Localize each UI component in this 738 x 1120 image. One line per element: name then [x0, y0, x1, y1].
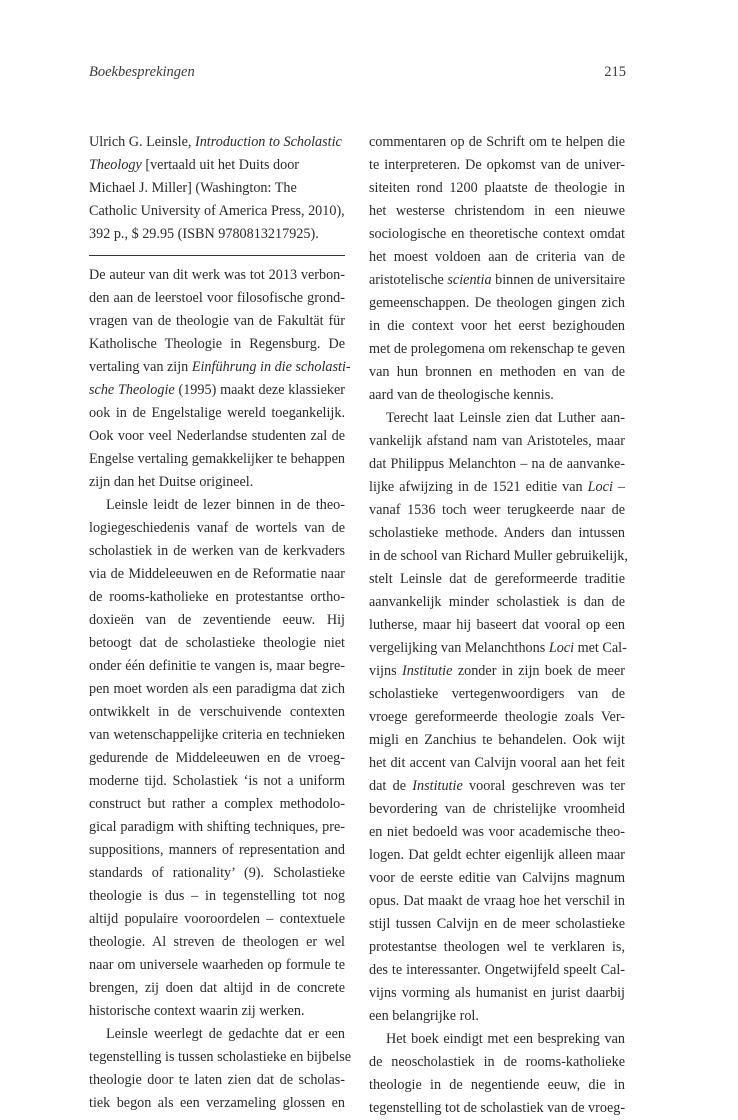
text-line — [369, 499, 625, 522]
text-segment: gemeenschappen. De theologen gingen zich — [369, 295, 625, 311]
text-segment: het moest voldoen aan de criteria van de — [369, 249, 625, 265]
text-segment: van hun bronnen en methoden en van de — [369, 364, 625, 380]
text-line — [89, 862, 345, 885]
text-segment: onder één definitie te vangen is, maar begre- — [89, 658, 345, 674]
text-line — [369, 614, 625, 637]
citation-text: Catholic University of America Press, 2010), — [89, 203, 345, 219]
text-segment: voor de eerste editie van Calvijns magnum — [369, 870, 625, 886]
citation-line — [89, 200, 345, 223]
italic-term: sche Theologie — [89, 382, 175, 398]
paragraph — [369, 1028, 625, 1120]
text-line — [369, 292, 625, 315]
left-column-body — [89, 264, 352, 1115]
text-segment: een belangrijke rol. — [369, 1008, 479, 1024]
text-line — [89, 1023, 345, 1046]
text-line — [89, 1069, 345, 1092]
citation-text: 392 p., $ 29.95 (ISBN 9780813217925). — [89, 226, 319, 242]
text-line — [369, 1074, 625, 1097]
text-segment: ontwikkelt in de verschuivende contexten — [89, 704, 345, 720]
text-segment: Leinsle leidt de lezer binnen in de theo- — [106, 497, 345, 513]
text-segment: het dit accent van Calvijn vooral aan het feit — [369, 755, 625, 771]
text-line — [369, 1097, 625, 1120]
italic-term: Institutie — [412, 778, 463, 794]
text-segment: scholastieke vertegenwoordigers van de — [369, 686, 625, 702]
text-line — [369, 959, 625, 982]
left-column — [89, 131, 352, 1115]
text-line — [369, 890, 625, 913]
citation-line — [89, 154, 345, 177]
text-segment: theologie door te laten zien dat de scholas- — [89, 1072, 345, 1088]
paragraph — [89, 494, 345, 1023]
text-line — [89, 793, 345, 816]
text-line — [89, 885, 345, 908]
text-line — [369, 844, 625, 867]
text-segment: theologie in de negentiende eeuw, die in — [369, 1077, 625, 1093]
text-line — [369, 131, 625, 154]
text-line — [89, 287, 345, 310]
text-segment: De auteur van dit werk was tot 2013 verbon- — [89, 267, 345, 283]
text-segment: commentaren op de Schrift om te helpen die — [369, 134, 625, 150]
text-line — [89, 931, 345, 954]
paragraph — [89, 1023, 352, 1115]
book-citation — [89, 131, 345, 256]
text-line — [89, 954, 345, 977]
right-column-body — [369, 131, 628, 1120]
text-segment: aanvankelijk minder scholastiek is dan de — [369, 594, 625, 610]
text-segment: het westerse christendom in een nieuwe — [369, 203, 625, 219]
text-line — [89, 310, 345, 333]
text-line — [369, 1005, 625, 1028]
text-segment: gical paradigm with shifting techniques, pre- — [89, 819, 345, 835]
text-line — [89, 632, 345, 655]
citation-line — [89, 177, 345, 200]
text-segment: vijns — [369, 663, 402, 679]
text-line — [369, 1028, 625, 1051]
text-segment: tegenstelling tot de scholastiek van de vroeg- — [369, 1100, 626, 1116]
text-segment: vanaf 1536 toch weer terugkeerde naar de — [369, 502, 625, 518]
text-line — [369, 591, 625, 614]
text-line — [89, 563, 345, 586]
text-line — [89, 1000, 345, 1023]
italic-term: Loci — [548, 640, 575, 656]
text-line — [89, 655, 345, 678]
text-segment: met de prolegomena om rekenschap te geven — [369, 341, 626, 357]
text-line — [369, 384, 625, 407]
text-segment: vragen van de theologie van de Fakultät für — [89, 313, 345, 329]
text-segment: tiek begon als een verzameling glossen en — [89, 1095, 345, 1111]
text-segment: van wetenschappelijke criteria en technieken — [89, 727, 345, 743]
text-line — [89, 540, 345, 563]
text-segment: dat de — [369, 778, 413, 794]
text-segment: (1995) maakt deze klassieker — [174, 382, 345, 398]
text-segment: pen moet worden als een paradigma dat zich — [89, 681, 345, 697]
text-line — [89, 678, 345, 701]
text-line — [369, 154, 625, 177]
citation-line — [89, 223, 345, 246]
text-line — [369, 200, 625, 223]
text-segment: met Cal- — [574, 640, 627, 656]
text-segment: scholastieke methode. Anders dan intussen — [369, 525, 625, 541]
text-segment: – — [612, 479, 626, 495]
right-column — [369, 131, 628, 1120]
text-segment: in de school van Richard Muller gebruikelijk, — [369, 548, 628, 564]
text-segment: tegenstelling is tussen scholastieke en bijbelse — [89, 1049, 352, 1065]
italic-term: Einführung in die scholasti- — [191, 359, 351, 375]
text-line — [369, 683, 625, 706]
text-segment: vijns vorming als humanist en jurist daarbij — [369, 985, 625, 1001]
text-line — [89, 356, 351, 379]
text-segment: siteiten rond 1200 plaatste de theologie in — [369, 180, 625, 196]
text-segment: suppositions, manners of representation and — [89, 842, 345, 858]
text-segment: ook in de Engelstalige wereld toegankelijk. — [89, 405, 345, 421]
text-line — [369, 338, 625, 361]
text-line — [89, 701, 345, 724]
text-segment: zijn dan het Duitse origineel. — [89, 474, 254, 490]
page-number: 215 — [604, 64, 626, 80]
text-segment: doxieën van de zeventiende eeuw. Hij — [89, 612, 345, 628]
text-segment: bevordering van de christelijke vroomheid — [369, 801, 625, 817]
text-line — [89, 425, 345, 448]
text-line — [369, 269, 625, 292]
text-segment: in die context voor het eerst bezighouden — [369, 318, 625, 334]
text-segment: logiegeschiedenis vanaf de wortels van de — [89, 520, 345, 536]
text-segment: moderne tijd. Scholastiek ‘is not a uniform — [89, 773, 345, 789]
text-segment: migli en Zanchius te behandelen. Ook wijt — [369, 732, 625, 748]
text-segment: stijl tussen Calvijn en de meer scholastieke — [369, 916, 625, 932]
text-line — [89, 609, 345, 632]
text-segment: altijd populaire vooroordelen – contextuele — [89, 911, 345, 927]
text-segment: opus. Dat maakt de vraag hoe het verschil in — [369, 893, 625, 909]
paragraph — [369, 131, 625, 407]
text-line — [369, 1051, 625, 1074]
text-segment: lijke afwijzing in de 1521 editie van — [369, 479, 588, 495]
text-line — [369, 453, 625, 476]
text-segment: dat Philippus Melanchton – na de aanvanke- — [369, 456, 625, 472]
text-segment: de rooms-katholieke en protestantse ortho- — [89, 589, 345, 605]
text-segment: vooral geschreven was ter — [462, 778, 625, 794]
citation-text: Michael J. Miller] (Washington: The — [89, 180, 297, 196]
text-line — [89, 724, 345, 747]
text-line — [369, 706, 625, 729]
text-segment: aard van de theologische kennis. — [369, 387, 554, 403]
text-line — [369, 637, 625, 660]
text-segment: Ook voor veel Nederlandse studenten zal de — [89, 428, 345, 444]
text-line — [89, 770, 345, 793]
text-segment: historische context waarin zij werken. — [89, 1003, 305, 1019]
text-line — [89, 448, 345, 471]
text-line — [369, 476, 625, 499]
text-line — [89, 494, 345, 517]
text-line — [369, 936, 625, 959]
text-line — [369, 798, 625, 821]
text-segment: construct but rather a complex methodolo- — [89, 796, 345, 812]
paragraph — [369, 407, 628, 1028]
text-segment: stelt Leinsle dat de gereformeerde traditie — [369, 571, 625, 587]
text-segment: gedurende de Middeleeuwen en de vroeg- — [89, 750, 345, 766]
italic-term: Loci — [587, 479, 613, 495]
text-segment: Leinsle weerlegt de gedachte dat er een — [106, 1026, 345, 1042]
citation-line — [89, 131, 345, 154]
text-line — [89, 333, 345, 356]
italic-term: scientia — [447, 272, 492, 288]
paragraph — [89, 264, 351, 494]
text-segment: Het boek eindigt met een bespreking van — [386, 1031, 625, 1047]
text-line — [369, 821, 625, 844]
text-line — [89, 839, 345, 862]
text-line — [89, 379, 345, 402]
text-segment: vergelijking van Melanchthons — [369, 640, 549, 656]
text-line — [89, 747, 345, 770]
text-segment: vankelijk afstand nam van Aristoteles, maar — [369, 433, 625, 449]
text-line — [369, 223, 625, 246]
italic-term: Institutie — [401, 663, 453, 679]
text-line — [89, 402, 345, 425]
text-line — [369, 315, 625, 338]
text-segment: des te interessanter. Ongetwijfeld speelt Cal- — [369, 962, 625, 978]
text-line — [369, 430, 625, 453]
citation-text: [vertaald uit het Duits door — [141, 157, 300, 173]
text-segment: zonder in zijn boek de meer — [452, 663, 626, 679]
text-line — [369, 361, 625, 384]
text-segment: naar om universele waarheden op formule te — [89, 957, 345, 973]
text-segment: binnen de universitaire — [491, 272, 626, 288]
text-segment: scholastiek in de werken van de kerkvaders — [89, 543, 345, 559]
text-line — [89, 908, 345, 931]
citation-title: Theology — [89, 157, 142, 173]
text-segment: betoogt dat de scholastieke theologie niet — [89, 635, 345, 651]
text-line — [89, 264, 345, 287]
text-line — [89, 586, 345, 609]
text-line — [369, 568, 625, 591]
text-segment: via de Middeleeuwen en de Reformatie naar — [89, 566, 345, 582]
text-line — [89, 977, 345, 1000]
citation-title: Introduction to Scholastic — [194, 134, 342, 150]
text-segment: Terecht laat Leinsle zien dat Luther aan- — [386, 410, 625, 426]
text-segment: theologie is dus – in tegenstelling tot nog — [89, 888, 345, 904]
text-line — [369, 729, 625, 752]
text-line — [369, 867, 625, 890]
text-line — [369, 246, 625, 269]
text-line — [369, 913, 625, 936]
text-line — [369, 407, 625, 430]
text-segment: protestantse theologen wel te verklaren is, — [369, 939, 625, 955]
text-line — [89, 816, 345, 839]
text-line — [369, 752, 625, 775]
text-segment: brengen, zij doen dat altijd in de concrete — [89, 980, 345, 996]
text-line — [369, 982, 625, 1005]
text-segment: vertaling van zijn — [89, 359, 192, 375]
text-segment: Katholische Theologie in Regensburg. De — [89, 336, 345, 352]
text-segment: aristotelische — [369, 272, 448, 288]
citation-text: Ulrich G. Leinsle, — [89, 134, 195, 150]
text-segment: standards of rationality’ (9). Scholastieke — [89, 865, 345, 881]
text-segment: te interpreteren. De opkomst van de univer- — [369, 157, 625, 173]
text-segment: logen. Dat geldt echter eigenlijk alleen maar — [369, 847, 625, 863]
text-line — [89, 471, 345, 494]
text-line — [369, 177, 625, 200]
text-segment: den aan de leerstoel voor filosofische grond- — [89, 290, 345, 306]
text-segment: sociologische en theoretische context omdat — [369, 226, 625, 242]
text-line — [89, 1092, 345, 1115]
text-segment: lutherse, maar hij baseert dat vooral op een — [369, 617, 625, 633]
text-segment: vroege gereformeerde theologie zoals Ver- — [369, 709, 625, 725]
text-segment: de neoscholastiek in de rooms-katholieke — [369, 1054, 625, 1070]
text-line — [369, 775, 625, 798]
text-line — [369, 660, 625, 683]
text-line — [89, 1046, 352, 1069]
text-segment: Engelse vertaling gemakkelijker te behappen — [89, 451, 345, 467]
text-segment: en niet bedoeld was voor academische theo- — [369, 824, 625, 840]
text-segment: theologie. Al streven de theologen er wel — [89, 934, 345, 950]
text-line — [89, 517, 345, 540]
text-line — [369, 545, 628, 568]
text-line — [369, 522, 625, 545]
running-head: Boekbesprekingen — [89, 64, 195, 80]
